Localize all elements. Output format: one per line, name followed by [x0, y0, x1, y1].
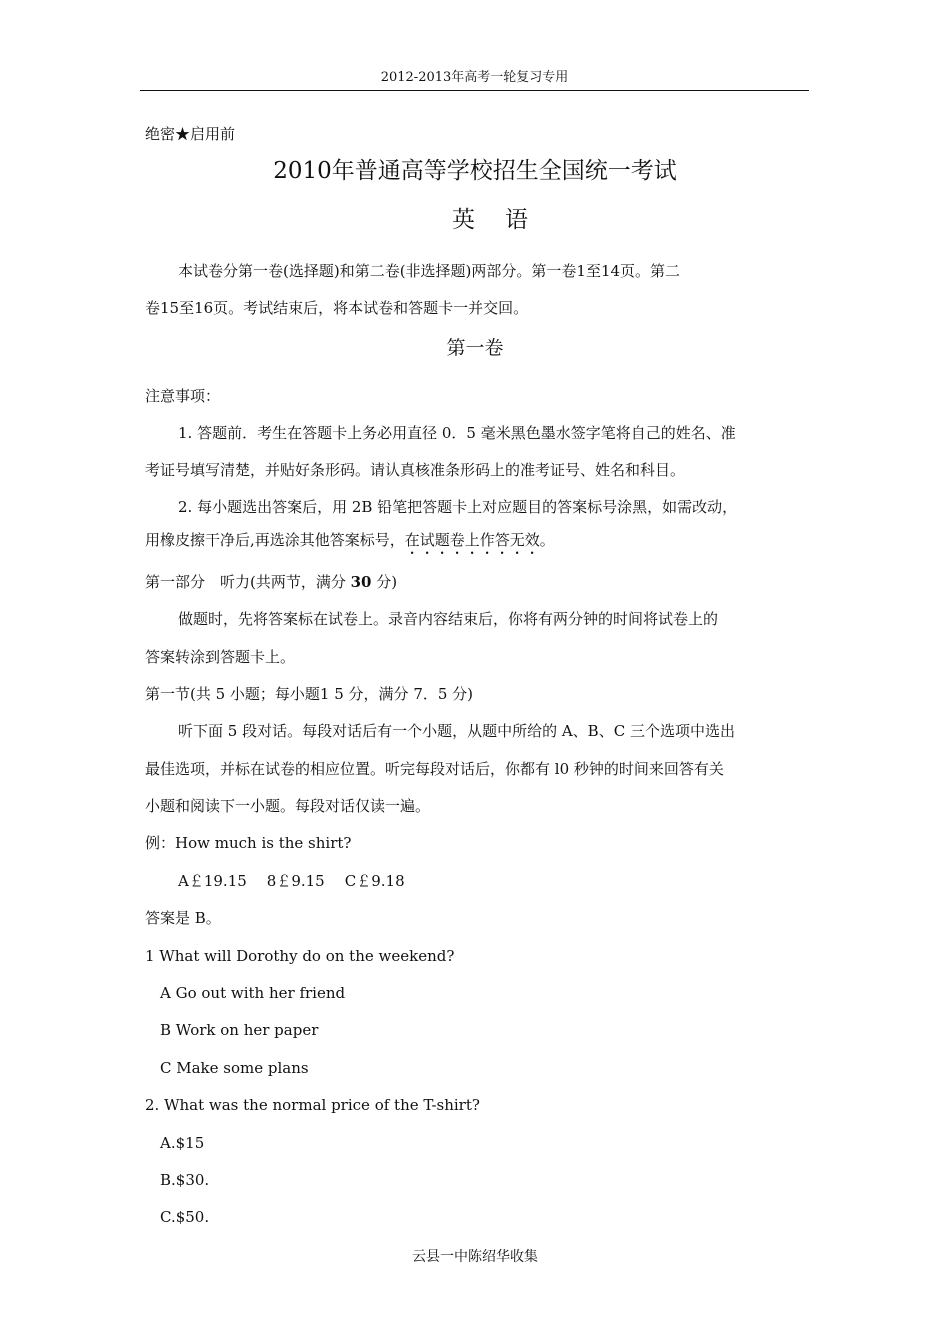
question-2-option-b: B.$30.	[160, 1171, 210, 1189]
note-item-1-line-2: 考证号填写清楚，并贴好条形码。请认真核准条形码上的准考证号、姓名和科目。	[145, 461, 686, 479]
intro-line-2: 卷15至16页。考试结束后，将本试卷和答题卡一并交回。	[145, 299, 529, 317]
example-label: 例：	[145, 834, 176, 852]
part1-score: 30	[350, 573, 372, 591]
page-header	[140, 70, 809, 91]
intro-line-1: 本试卷分第一卷(选择题)和第二卷(非选择题)两部分。第一卷1至14页。第二	[178, 262, 681, 280]
example-question	[145, 833, 351, 853]
section1-instructions-line-2: 最佳选项，并标在试卷的相应位置。听完每段对话后，你都有 l0 秒钟的时间来回答有关	[145, 760, 724, 778]
subject-title: 英语	[452, 207, 558, 233]
example-answer: 答案是 B。	[145, 909, 221, 927]
question-2-option-c: C.$50.	[160, 1208, 210, 1226]
emphasized-warning: 在试题卷上作答无效	[404, 531, 540, 549]
part1-heading-end: 分)	[371, 573, 398, 591]
header-text: 2012-2013年高考一轮复习专用	[380, 70, 569, 85]
example-option-c: C￡9.18	[344, 872, 405, 890]
example-option-b: 8￡9.15	[266, 872, 325, 890]
example-option-a: A￡19.15	[178, 872, 247, 890]
section1-heading: 第一节(共 5 小题；每小题1 5 分，满分 7．5 分)	[145, 685, 474, 703]
confidential-label: 绝密★启用前	[145, 125, 236, 143]
example-options	[178, 871, 405, 891]
part1-instructions-line-1: 做题时，先将答案标在试卷上。录音内容结束后，你将有两分钟的时间将试卷上的	[178, 610, 719, 628]
example-question-text: How much is the shirt?	[175, 834, 352, 852]
question-1-stem: 1 What will Dorothy do on the weekend?	[145, 947, 455, 965]
notes-heading: 注意事项：	[145, 387, 221, 405]
part1-heading-text: 第一部分 听力(共两节，满分	[145, 573, 351, 591]
question-2-stem: 2. What was the normal price of the T-shirt?	[145, 1096, 480, 1114]
question-2-option-a: A.$15	[160, 1134, 205, 1152]
note-item-2-line-1: 2. 每小题选出答案后，用 2B 铅笔把答题卡上对应题目的答案标号涂黑，如需改动，	[178, 498, 738, 516]
note-item-1-line-1: 1. 答题前．考生在答题卡上务必用直径 0．5 毫米黑色墨水签字笔将自己的姓名、准	[178, 424, 736, 442]
volume-title: 第一卷	[446, 337, 504, 359]
page-footer: 云县一中陈绍华收集	[412, 1249, 538, 1265]
question-1-option-b: B Work on her paper	[160, 1021, 319, 1039]
note-item-2-line-2	[145, 530, 555, 558]
part1-instructions-line-2: 答案转涂到答题卡上。	[145, 648, 296, 666]
section1-instructions-line-3: 小题和阅读下一小题。每段对话仅读一遍。	[145, 797, 431, 815]
note-item-2-end: 。	[539, 531, 555, 549]
section1-instructions-line-1: 听下面 5 段对话。每段对话后有一个小题，从题中所给的 A、B、C 三个选项中选出	[178, 722, 735, 740]
question-1-option-a: A Go out with her friend	[160, 984, 346, 1002]
note-item-2-text: 用橡皮擦干净后,再选涂其他答案标号，	[145, 531, 405, 549]
question-1-option-c: C Make some plans	[160, 1059, 309, 1077]
part1-heading	[145, 572, 397, 592]
exam-title: 2010年普通高等学校招生全国统一考试	[273, 158, 677, 184]
